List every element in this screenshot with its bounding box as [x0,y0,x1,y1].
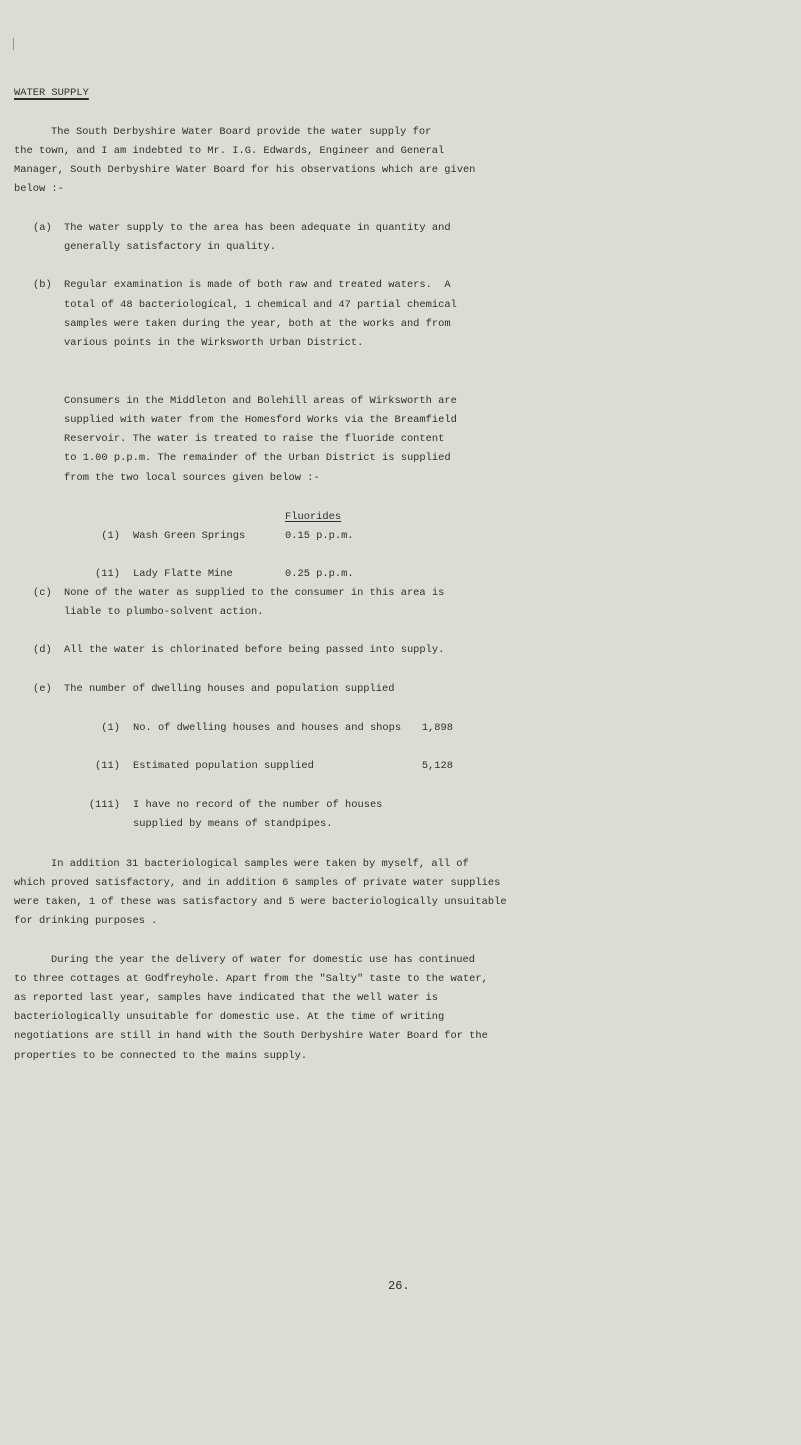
during-line: properties to be connected to the mains supply. [14,1050,308,1062]
addition-line: were taken, 1 of these was satisfactory and 5 were bacteriologically unsuitable [14,896,507,908]
item-text: liable to plumbo-solvent action. [64,606,264,618]
intro-line: Manager, South Derbyshire Water Board for his observations which are given [14,164,476,176]
item-text: total of 48 bacteriological, 1 chemical and 47 partial chemical [64,299,457,311]
item-label: (b) [33,279,52,291]
during-line: to three cottages at Godfreyhole. Apart from the "Salty" taste to the water, [14,973,488,985]
sub-text: Estimated population supplied [133,760,314,772]
item-label: (a) [33,222,52,234]
item-text: generally satisfactory in quality. [64,241,277,253]
item-text: Regular examination is made of both raw and treated waters. A [64,279,451,291]
page-title: WATER SUPPLY [14,87,89,99]
sub-label: (111) [88,799,120,811]
item-label: (c) [33,587,52,599]
during-line: as reported last year, samples have indicated that the well water is [14,992,439,1004]
intro-line: the town, and I am indebted to Mr. I.G. Edwards, Engineer and General [14,145,445,157]
item-text: All the water is chlorinated before being passed into supply. [64,644,445,656]
sub-value: 5,128 [421,760,453,772]
consumers-text: from the two local sources given below :- [64,472,320,484]
fluorides-header: Fluorides [285,511,342,523]
item-text: various points in the Wirksworth Urban District. [64,337,364,349]
sub-label: (1) [101,722,120,734]
addition-line: which proved satisfactory, and in addition 6 samples of private water supplies [14,877,501,889]
intro-line: below :- [14,183,64,195]
addition-line: for drinking purposes . [14,915,158,927]
consumers-text: Reservoir. The water is treated to raise the fluoride content [64,433,445,445]
item-label: (e) [33,683,52,695]
sub-text: supplied by means of standpipes. [133,818,333,830]
sub-label: (11) [95,760,120,772]
source-name: Lady Flatte Mine [133,568,233,580]
page-number: 26. [388,1279,410,1293]
sub-value: 1,898 [421,722,453,734]
consumers-text: Consumers in the Middleton and Bolehill areas of Wirksworth are [64,395,457,407]
source-label: (1) [101,530,120,542]
during-line: During the year the delivery of water for domestic use has continued [51,954,476,966]
consumers-text: supplied with water from the Homesford Works via the Breamfield [64,414,457,426]
source-label: (11) [95,568,120,580]
sub-text: I have no record of the number of houses [133,799,383,811]
during-line: bacteriologically unsuitable for domestic use. At the time of writing [14,1011,445,1023]
item-text: The water supply to the area has been adequate in quantity and [64,222,451,234]
source-name: Wash Green Springs [133,530,246,542]
sub-text: No. of dwelling houses and houses and shops [133,722,402,734]
source-fluoride: 0.15 p.p.m. [285,530,354,542]
addition-line: In addition 31 bacteriological samples were taken by myself, all of [51,858,469,870]
item-text: The number of dwelling houses and population supplied [64,683,395,695]
margin-mark [13,38,14,50]
item-label: (d) [33,644,52,656]
during-line: negotiations are still in hand with the South Derbyshire Water Board for the [14,1030,488,1042]
source-fluoride: 0.25 p.p.m. [285,568,354,580]
intro-line: The South Derbyshire Water Board provide the water supply for [51,126,432,138]
item-text: None of the water as supplied to the consumer in this area is [64,587,445,599]
item-text: samples were taken during the year, both at the works and from [64,318,451,330]
consumers-text: to 1.00 p.p.m. The remainder of the Urban District is supplied [64,452,451,464]
